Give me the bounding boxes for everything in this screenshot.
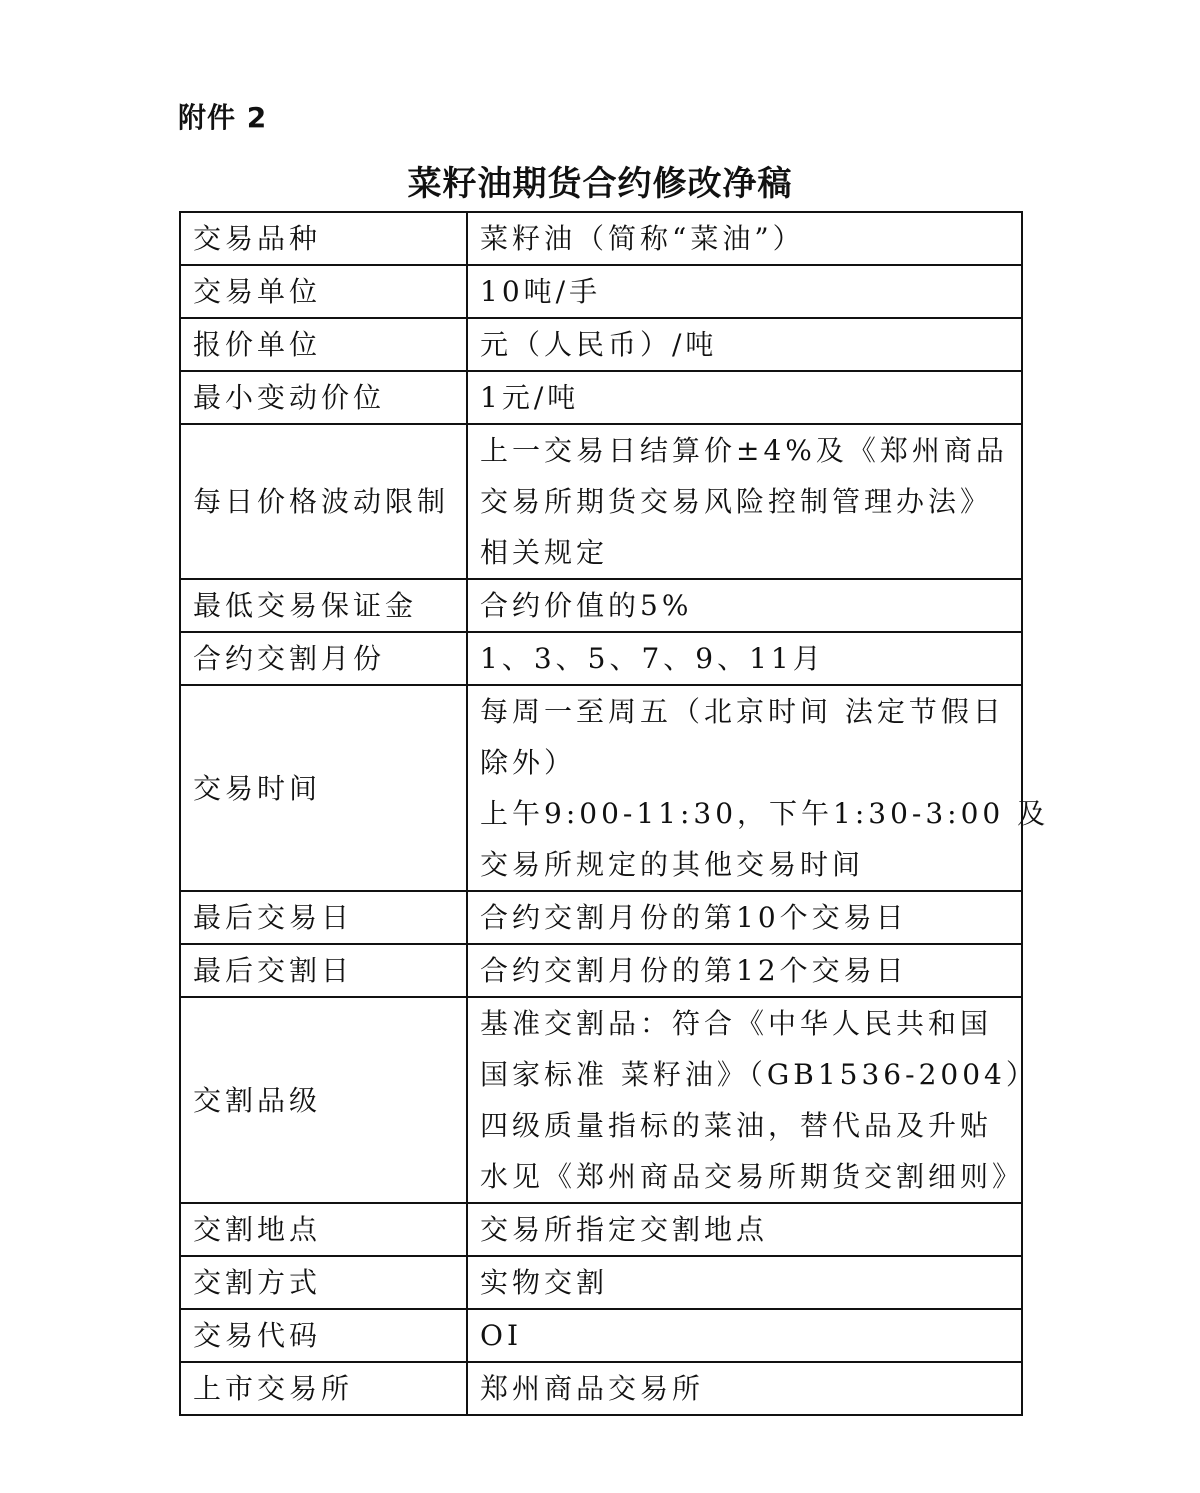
row-value [467, 944, 1022, 997]
table-row [180, 891, 1022, 944]
contract-spec-table [179, 211, 1050, 1416]
row-label: 每日价格波动限制 [180, 424, 467, 579]
row-value [467, 265, 1022, 318]
row-value [467, 424, 1022, 579]
row-value [467, 1362, 1022, 1415]
table-row [180, 685, 1022, 891]
row-label: 交易品种 [180, 212, 467, 265]
table-row [180, 997, 1022, 1203]
value-line: 上午9:00-11:30，下午1:30-3:00 及 [480, 797, 1050, 830]
value-line: 元（人民币）/吨 [480, 328, 718, 361]
attachment-label: 附件 2 [178, 101, 268, 134]
row-value [467, 997, 1038, 1203]
row-value [467, 891, 1022, 944]
row-value [467, 632, 1022, 685]
row-label: 交割品级 [180, 997, 467, 1203]
row-label: 合约交割月份 [180, 632, 467, 685]
value-line: 10吨/手 [480, 275, 602, 308]
table-row [180, 318, 1022, 371]
value-line: 交易所期货交易风险控制管理办法》 [480, 485, 993, 518]
value-line: 合约交割月份的第10个交易日 [480, 901, 908, 934]
value-line: 国家标准 菜籽油》（GB1536-2004） [480, 1058, 1038, 1091]
table-row [180, 1362, 1022, 1415]
row-label: 上市交易所 [180, 1362, 467, 1415]
table-row [180, 944, 1022, 997]
row-label: 最后交易日 [180, 891, 467, 944]
table-row [180, 579, 1022, 632]
row-label: 最低交易保证金 [180, 579, 467, 632]
table-row [180, 1203, 1022, 1256]
row-label: 交易代码 [180, 1309, 467, 1362]
row-value [467, 1256, 1022, 1309]
table-row [180, 424, 1022, 579]
row-value [467, 212, 1022, 265]
table-row [180, 1256, 1022, 1309]
value-line: 菜籽油（简称“菜油”） [480, 222, 805, 255]
table-row [180, 212, 1022, 265]
value-line: 交易所规定的其他交易时间 [480, 848, 865, 881]
value-line: 除外） [480, 746, 577, 779]
table-row [180, 265, 1022, 318]
value-line: 1元/吨 [480, 381, 580, 414]
row-value [467, 371, 1022, 424]
row-label: 最小变动价位 [180, 371, 467, 424]
value-line: 合约交割月份的第12个交易日 [480, 954, 908, 987]
value-line: OI [480, 1319, 523, 1352]
value-line: 郑州商品交易所 [480, 1372, 705, 1405]
row-label: 交易单位 [180, 265, 467, 318]
value-line: 水见《郑州商品交易所期货交割细则》 [480, 1160, 1025, 1193]
value-line: 交易所指定交割地点 [480, 1213, 769, 1246]
row-value [467, 685, 1050, 891]
value-line: 1、3、5、7、9、11月 [480, 642, 825, 675]
row-label: 交易时间 [180, 685, 467, 891]
value-line: 合约价值的5% [480, 589, 693, 622]
row-label: 最后交割日 [180, 944, 467, 997]
row-value [467, 1309, 1022, 1362]
table-row [180, 1309, 1022, 1362]
document-title: 菜籽油期货合约修改净稿 [407, 164, 793, 204]
row-label: 交割方式 [180, 1256, 467, 1309]
table-row [180, 632, 1022, 685]
value-line: 基准交割品：符合《中华人民共和国 [480, 1007, 993, 1040]
row-value [467, 579, 1022, 632]
table-row [180, 371, 1022, 424]
value-line: 实物交割 [480, 1266, 609, 1299]
value-line: 四级质量指标的菜油，替代品及升贴 [480, 1109, 993, 1142]
value-line: 相关规定 [480, 536, 609, 569]
value-line: 上一交易日结算价±4%及《郑州商品 [480, 434, 1008, 467]
row-value [467, 1203, 1022, 1256]
value-line: 每周一至周五（北京时间 法定节假日 [480, 695, 1005, 728]
row-label: 报价单位 [180, 318, 467, 371]
row-value [467, 318, 1022, 371]
row-label: 交割地点 [180, 1203, 467, 1256]
